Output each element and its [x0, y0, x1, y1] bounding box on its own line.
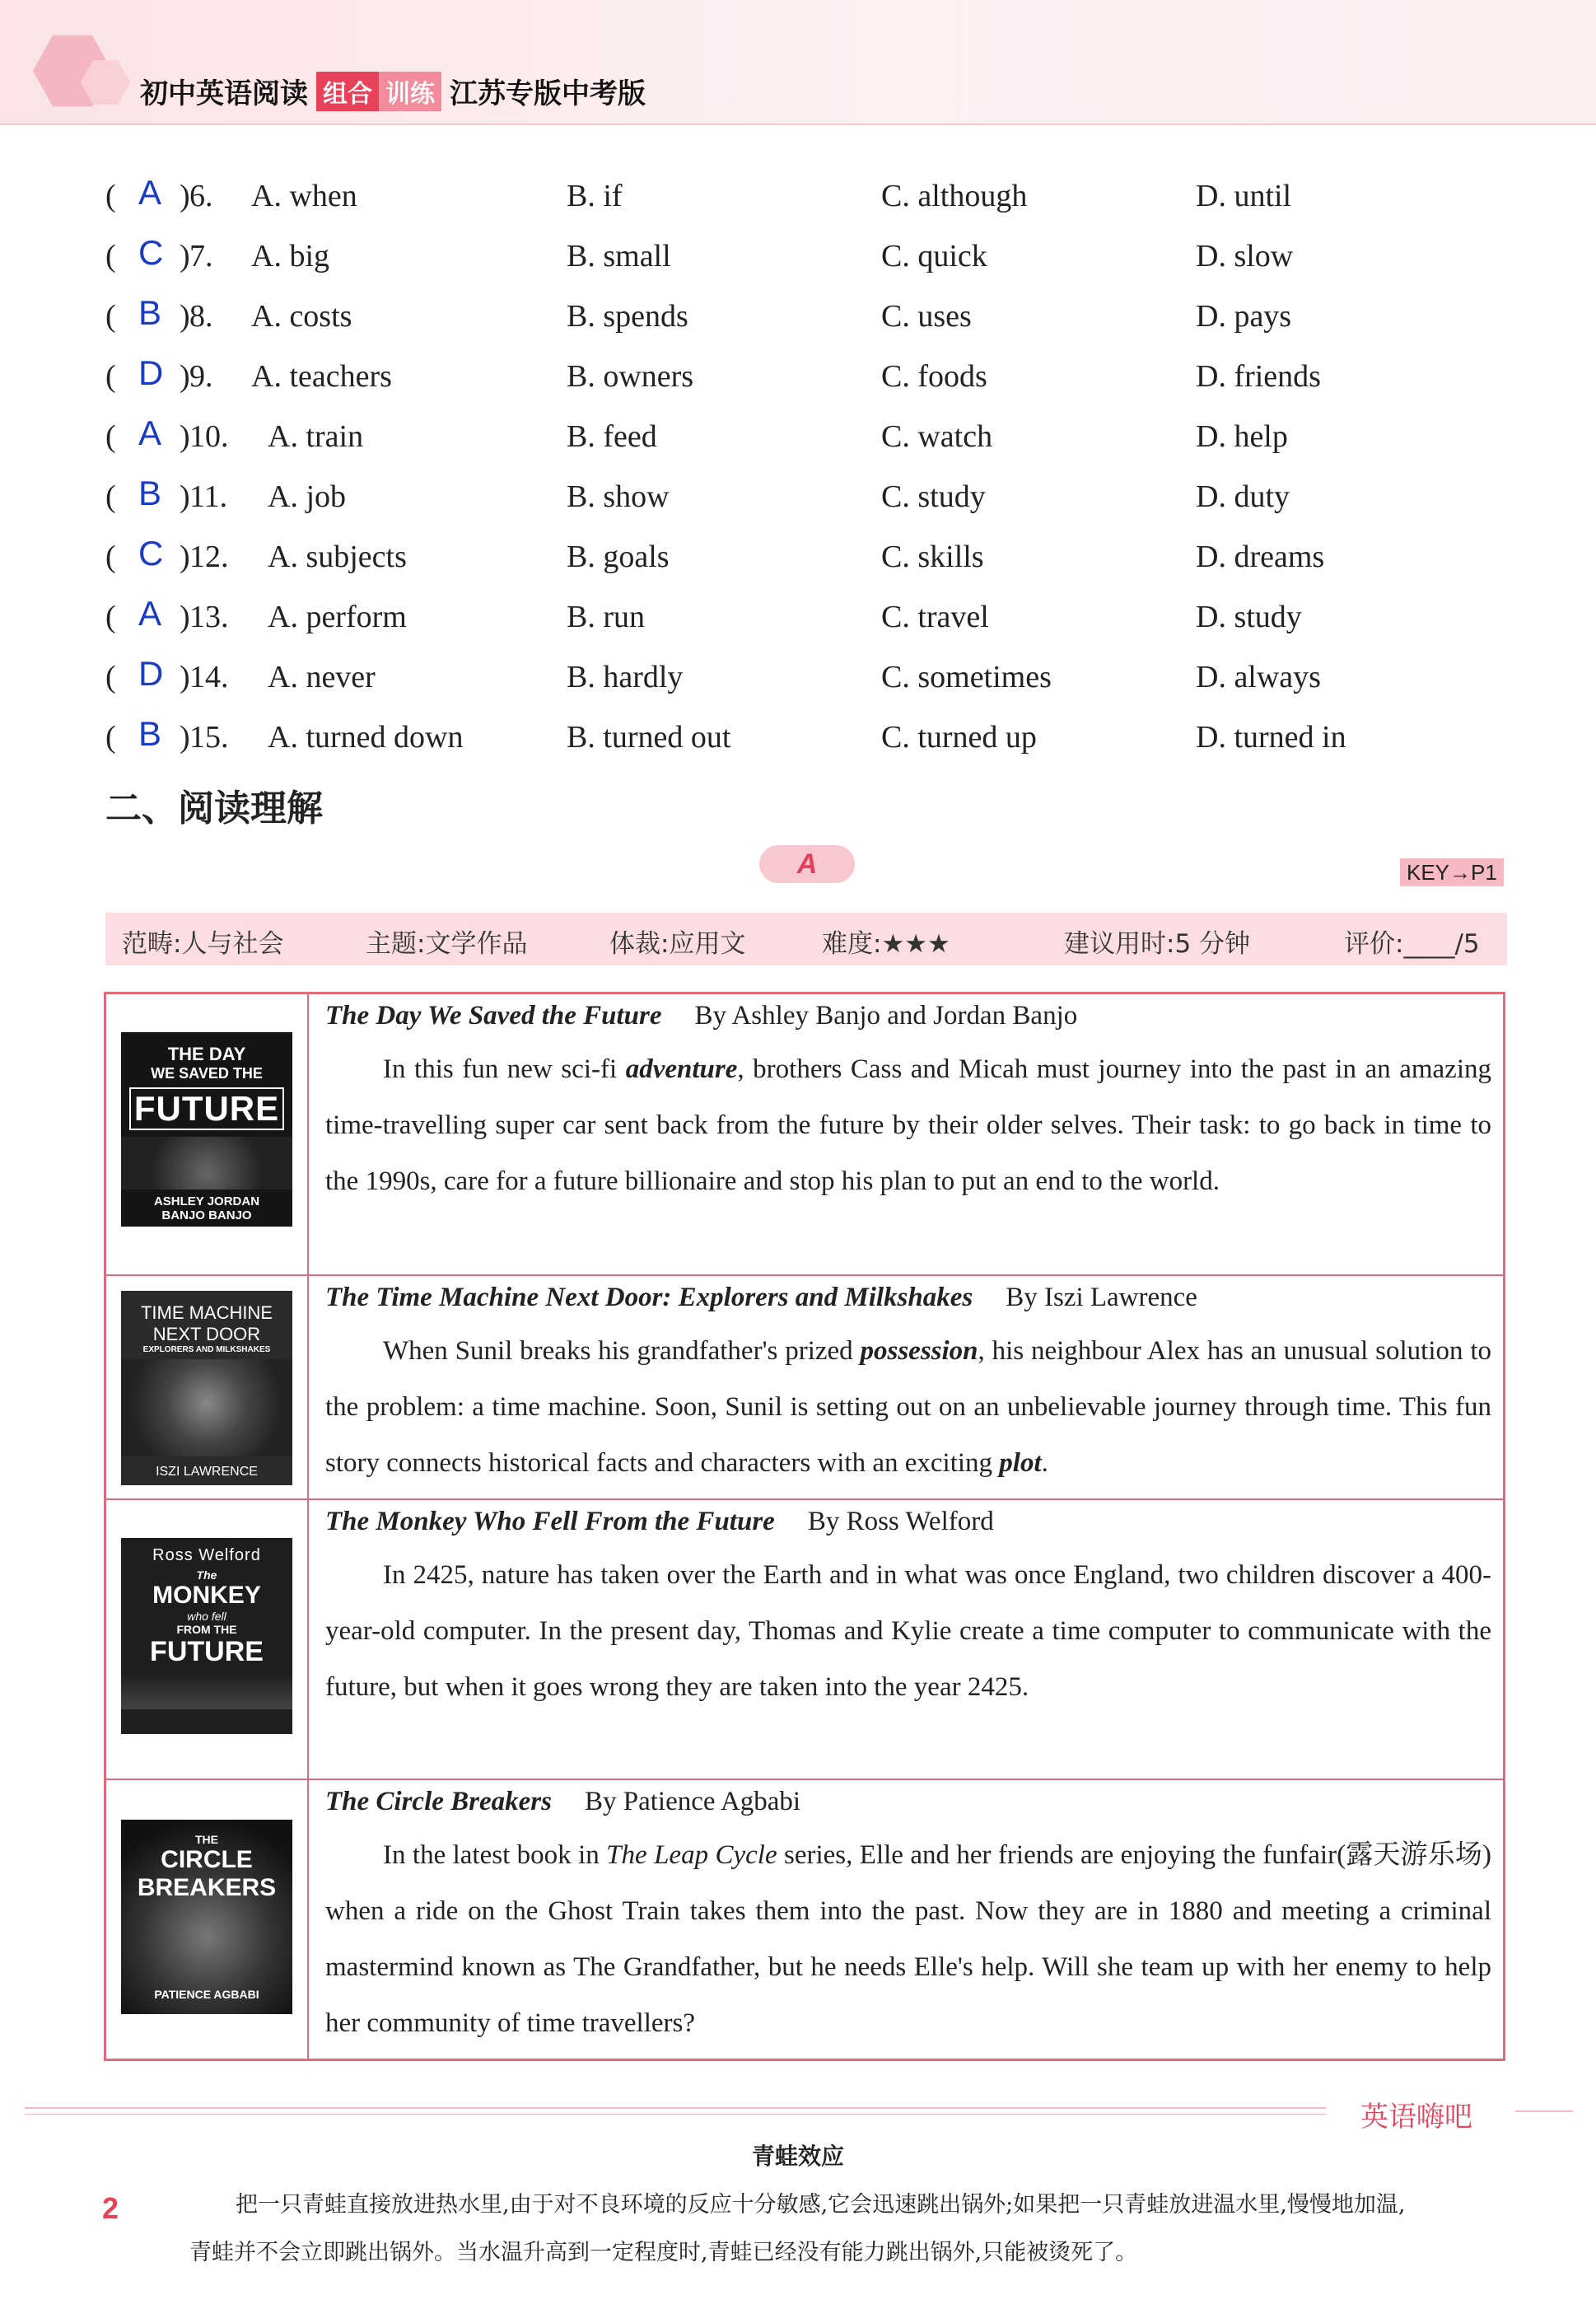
option-d: D. until [1196, 179, 1292, 213]
question-number: 12. [189, 540, 229, 574]
question-number: 7. [189, 239, 213, 273]
question-row [0, 531, 1596, 583]
book-title: The Time Machine Next Door: Explorers and Milkshakes [325, 1283, 973, 1312]
cover-text: WE SAVED THE [151, 1065, 263, 1082]
cover-text: BANJO BANJO [161, 1208, 252, 1222]
series-name: The Leap Cycle [606, 1840, 777, 1870]
paren-open: ( [105, 419, 116, 454]
info-difficulty: 难度:★★★ [822, 929, 950, 959]
book-cover-image [121, 1032, 292, 1227]
cover-text: NEXT DOOR [152, 1324, 261, 1344]
option-d: D. friends [1196, 359, 1321, 394]
answer-key-ref: KEY→P1 [1400, 858, 1504, 886]
cover-text: FROM THE [176, 1623, 237, 1636]
option-a: A. costs [251, 299, 352, 334]
option-c: C. uses [881, 299, 972, 334]
book-cover-image [121, 1820, 292, 2014]
book-title-left: 初中英语阅读 [140, 77, 308, 110]
answer-letter: C [138, 233, 164, 272]
paren-close: ) [180, 600, 190, 634]
option-b: B. feed [567, 419, 657, 454]
cover-text: FUTURE [129, 1087, 284, 1130]
info-category: 范畴:人与社会 [122, 929, 284, 959]
option-d: D. pays [1196, 299, 1292, 334]
paren-close: ) [180, 359, 190, 394]
cover-text: Ross Welford [152, 1546, 261, 1564]
question-number: 15. [189, 720, 229, 755]
cover-text: MONKEY [152, 1582, 261, 1609]
answer-letter: C [138, 534, 164, 573]
info-time: 建议用时:5 分钟 [1064, 929, 1251, 959]
answer-letter: B [138, 293, 162, 332]
option-a: A. when [251, 179, 357, 213]
option-d: D. dreams [1196, 540, 1325, 574]
paren-open: ( [105, 179, 116, 213]
cover-cell [106, 994, 309, 1274]
question-number: 11. [189, 479, 228, 514]
info-rating: 评价:____/5 [1344, 929, 1480, 959]
option-c: C. quick [881, 239, 987, 273]
option-d: D. help [1196, 419, 1288, 454]
book-description: In 2425, nature has taken over the Earth and in what was once England, two children discover a 400-year-old computer. In the present day, Thomas and Kylie create a time computer to communicate with the future, but when it goes wrong they are taken into the year 2425. [325, 1560, 1491, 1702]
answer-letter: B [138, 474, 162, 512]
paren-open: ( [105, 660, 116, 694]
book-text [325, 1283, 1491, 1491]
book-cover-image [121, 1291, 292, 1485]
footer-divider [25, 2114, 1326, 2115]
footer-divider [25, 2107, 1326, 2109]
option-d: D. study [1196, 600, 1302, 634]
keyword: plot [999, 1448, 1042, 1478]
option-b: B. run [567, 600, 645, 634]
book-row [106, 1274, 1503, 1500]
cover-cell [106, 1276, 309, 1500]
tag-training: 训练 [379, 72, 441, 111]
cover-text: ASHLEY JORDAN [153, 1194, 260, 1208]
question-row [0, 410, 1596, 463]
footer-brand: 英语嗨吧 [1360, 2101, 1472, 2134]
cover-cell [106, 1780, 309, 2060]
option-d: D. duty [1196, 479, 1290, 514]
option-b: B. show [567, 479, 670, 514]
page-header [0, 0, 1596, 125]
question-row [0, 651, 1596, 703]
cover-text: THE [195, 1833, 218, 1846]
book-table [104, 992, 1505, 2061]
option-c: C. travel [881, 600, 989, 634]
question-row [0, 711, 1596, 764]
answer-letter: D [138, 353, 164, 392]
cover-text: BREAKERS [137, 1874, 277, 1901]
cover-text: The [196, 1568, 217, 1582]
option-a: A. never [268, 660, 376, 694]
option-b: B. goals [567, 540, 670, 574]
option-a: A. subjects [268, 540, 407, 574]
question-row [0, 170, 1596, 222]
cover-text: PATIENCE AGBABI [154, 1988, 259, 2001]
book-title-right: 江苏专版中考版 [450, 77, 646, 110]
option-c: C. foods [881, 359, 987, 394]
option-b: B. if [567, 179, 623, 213]
question-row [0, 470, 1596, 523]
page-number: 2 [102, 2191, 119, 2225]
cover-cell [106, 1500, 309, 1780]
paren-close: ) [180, 720, 190, 755]
question-row [0, 290, 1596, 343]
answer-letter: B [138, 714, 162, 753]
paren-open: ( [105, 720, 116, 755]
tip-title: 青蛙效应 [751, 2143, 844, 2170]
option-b: B. spends [567, 299, 688, 334]
question-row [0, 230, 1596, 283]
book-title: The Day We Saved the Future [325, 1001, 662, 1031]
option-b: B. turned out [567, 720, 731, 755]
question-number: 10. [189, 419, 229, 454]
book-description [325, 1041, 1491, 1209]
paren-open: ( [105, 299, 116, 334]
paren-open: ( [105, 479, 116, 514]
paren-close: ) [180, 179, 190, 213]
option-a: A. job [268, 479, 346, 514]
answer-letter: A [138, 173, 162, 212]
option-c: C. watch [881, 419, 993, 454]
question-number: 6. [189, 179, 213, 213]
option-d: D. slow [1196, 239, 1294, 273]
paren-close: ) [180, 239, 190, 273]
tag-combo: 组合 [316, 72, 379, 111]
question-number: 14. [189, 660, 229, 694]
book-text [325, 1507, 1491, 1715]
option-c: C. study [881, 479, 986, 514]
paren-close: ) [180, 299, 190, 334]
cover-text: TIME MACHINE [140, 1302, 273, 1323]
question-row [0, 350, 1596, 403]
option-d: D. turned in [1196, 720, 1346, 755]
cover-text: EXPLORERS AND MILKSHAKES [142, 1345, 271, 1354]
tip-text: 把一只青蛙直接放进热水里,由于对不良环境的反应十分敏感,它会迅速跳出锅外;如果把一只青蛙放进温水里,慢慢地加温,青蛙并不会立即跳出锅外。当水温升高到一定程度时,青蛙已经没有能力跳出锅外,只能被烫死了。 [189, 2192, 1406, 2265]
book-title: The Circle Breakers [325, 1787, 552, 1816]
keyword: adventure [625, 1054, 738, 1084]
desc-text: In this fun new sci-fi [383, 1054, 626, 1084]
book-title: The Monkey Who Fell From the Future [325, 1507, 775, 1536]
paren-close: ) [180, 660, 190, 694]
option-a: A. perform [268, 600, 407, 634]
question-row [0, 591, 1596, 643]
paren-close: ) [180, 540, 190, 574]
info-theme: 主题:文学作品 [366, 929, 528, 959]
book-row [106, 994, 1503, 1274]
question-number: 13. [189, 600, 229, 634]
option-c: C. skills [881, 540, 984, 574]
cover-illustration [121, 1359, 292, 1456]
cover-text: ISZI LAWRENCE [156, 1465, 258, 1479]
option-c: C. although [881, 179, 1028, 213]
option-b: B. small [567, 239, 671, 273]
cover-text: CIRCLE [161, 1846, 253, 1873]
desc-text: In the latest book in [383, 1840, 607, 1870]
info-genre: 体裁:应用文 [609, 929, 746, 959]
info-bar [105, 913, 1507, 965]
option-b: B. hardly [567, 660, 684, 694]
option-a: A. big [251, 239, 329, 273]
book-author: By Patience Agbabi [584, 1787, 801, 1816]
book-author: By Ashley Banjo and Jordan Banjo [694, 1001, 1078, 1031]
cover-text: THE DAY [167, 1044, 246, 1064]
answer-letter: A [138, 414, 162, 452]
cover-skyline-illustration [121, 1673, 292, 1709]
book-row [106, 1778, 1503, 2060]
paren-open: ( [105, 239, 116, 273]
option-a: A. turned down [268, 720, 464, 755]
book-author: By Ross Welford [807, 1507, 994, 1536]
answer-letter: A [138, 594, 162, 633]
option-a: A. train [268, 419, 364, 454]
paren-open: ( [105, 540, 116, 574]
option-d: D. always [1196, 660, 1321, 694]
book-description [325, 1323, 1491, 1491]
question-number: 8. [189, 299, 213, 334]
cover-text: who fell [187, 1610, 226, 1623]
paren-close: ) [180, 479, 190, 514]
desc-text: , his neighbour Alex has an unusual solution to the problem: a time machine. Soon, Sunil is setting out on an unbelievable journey through time. This fun story connects historical facts and characters with an exciting [325, 1336, 1491, 1478]
option-c: C. sometimes [881, 660, 1052, 694]
book-description [325, 1827, 1491, 2051]
book-cover-image [121, 1538, 292, 1734]
question-number: 9. [189, 359, 213, 394]
paren-open: ( [105, 600, 116, 634]
book-author: By Iszi Lawrence [1006, 1283, 1197, 1312]
answer-letter: D [138, 654, 164, 693]
passage-label: A [759, 845, 855, 883]
book-title [140, 71, 646, 111]
book-text [325, 1787, 1491, 2051]
book-text [325, 1001, 1491, 1209]
paren-open: ( [105, 359, 116, 394]
desc-text: series, Elle and her friends are enjoying the funfair(露天游乐场) when a ride on the Ghost Train takes them into the past. Now they are in 1880 and meeting a criminal mastermind known as The Grandfather, but he needs Elle's help. Will she team up with her enemy to help her community of time travellers? [325, 1840, 1491, 2038]
option-b: B. owners [567, 359, 694, 394]
cover-car-illustration [121, 1137, 292, 1190]
footer-divider [1515, 2110, 1573, 2112]
option-a: A. teachers [251, 359, 392, 394]
cover-figure-illustration [121, 1902, 292, 1984]
desc-text: , brothers Cass and Micah must journey into the past in an amazing time-travelling super car sent back from the future by their older selves. Their task: to go back in time to the 1990s, care for a future billionaire and stop his plan to put an end to the world. [325, 1054, 1491, 1196]
section-title: 二、阅读理解 [105, 788, 323, 830]
desc-text: . [1041, 1448, 1048, 1478]
option-c: C. turned up [881, 720, 1037, 755]
desc-text: When Sunil breaks his grandfather's prized [383, 1336, 861, 1366]
keyword: possession [860, 1336, 978, 1366]
cover-text: FUTURE [150, 1636, 264, 1667]
book-row [106, 1498, 1503, 1780]
paren-close: ) [180, 419, 190, 454]
